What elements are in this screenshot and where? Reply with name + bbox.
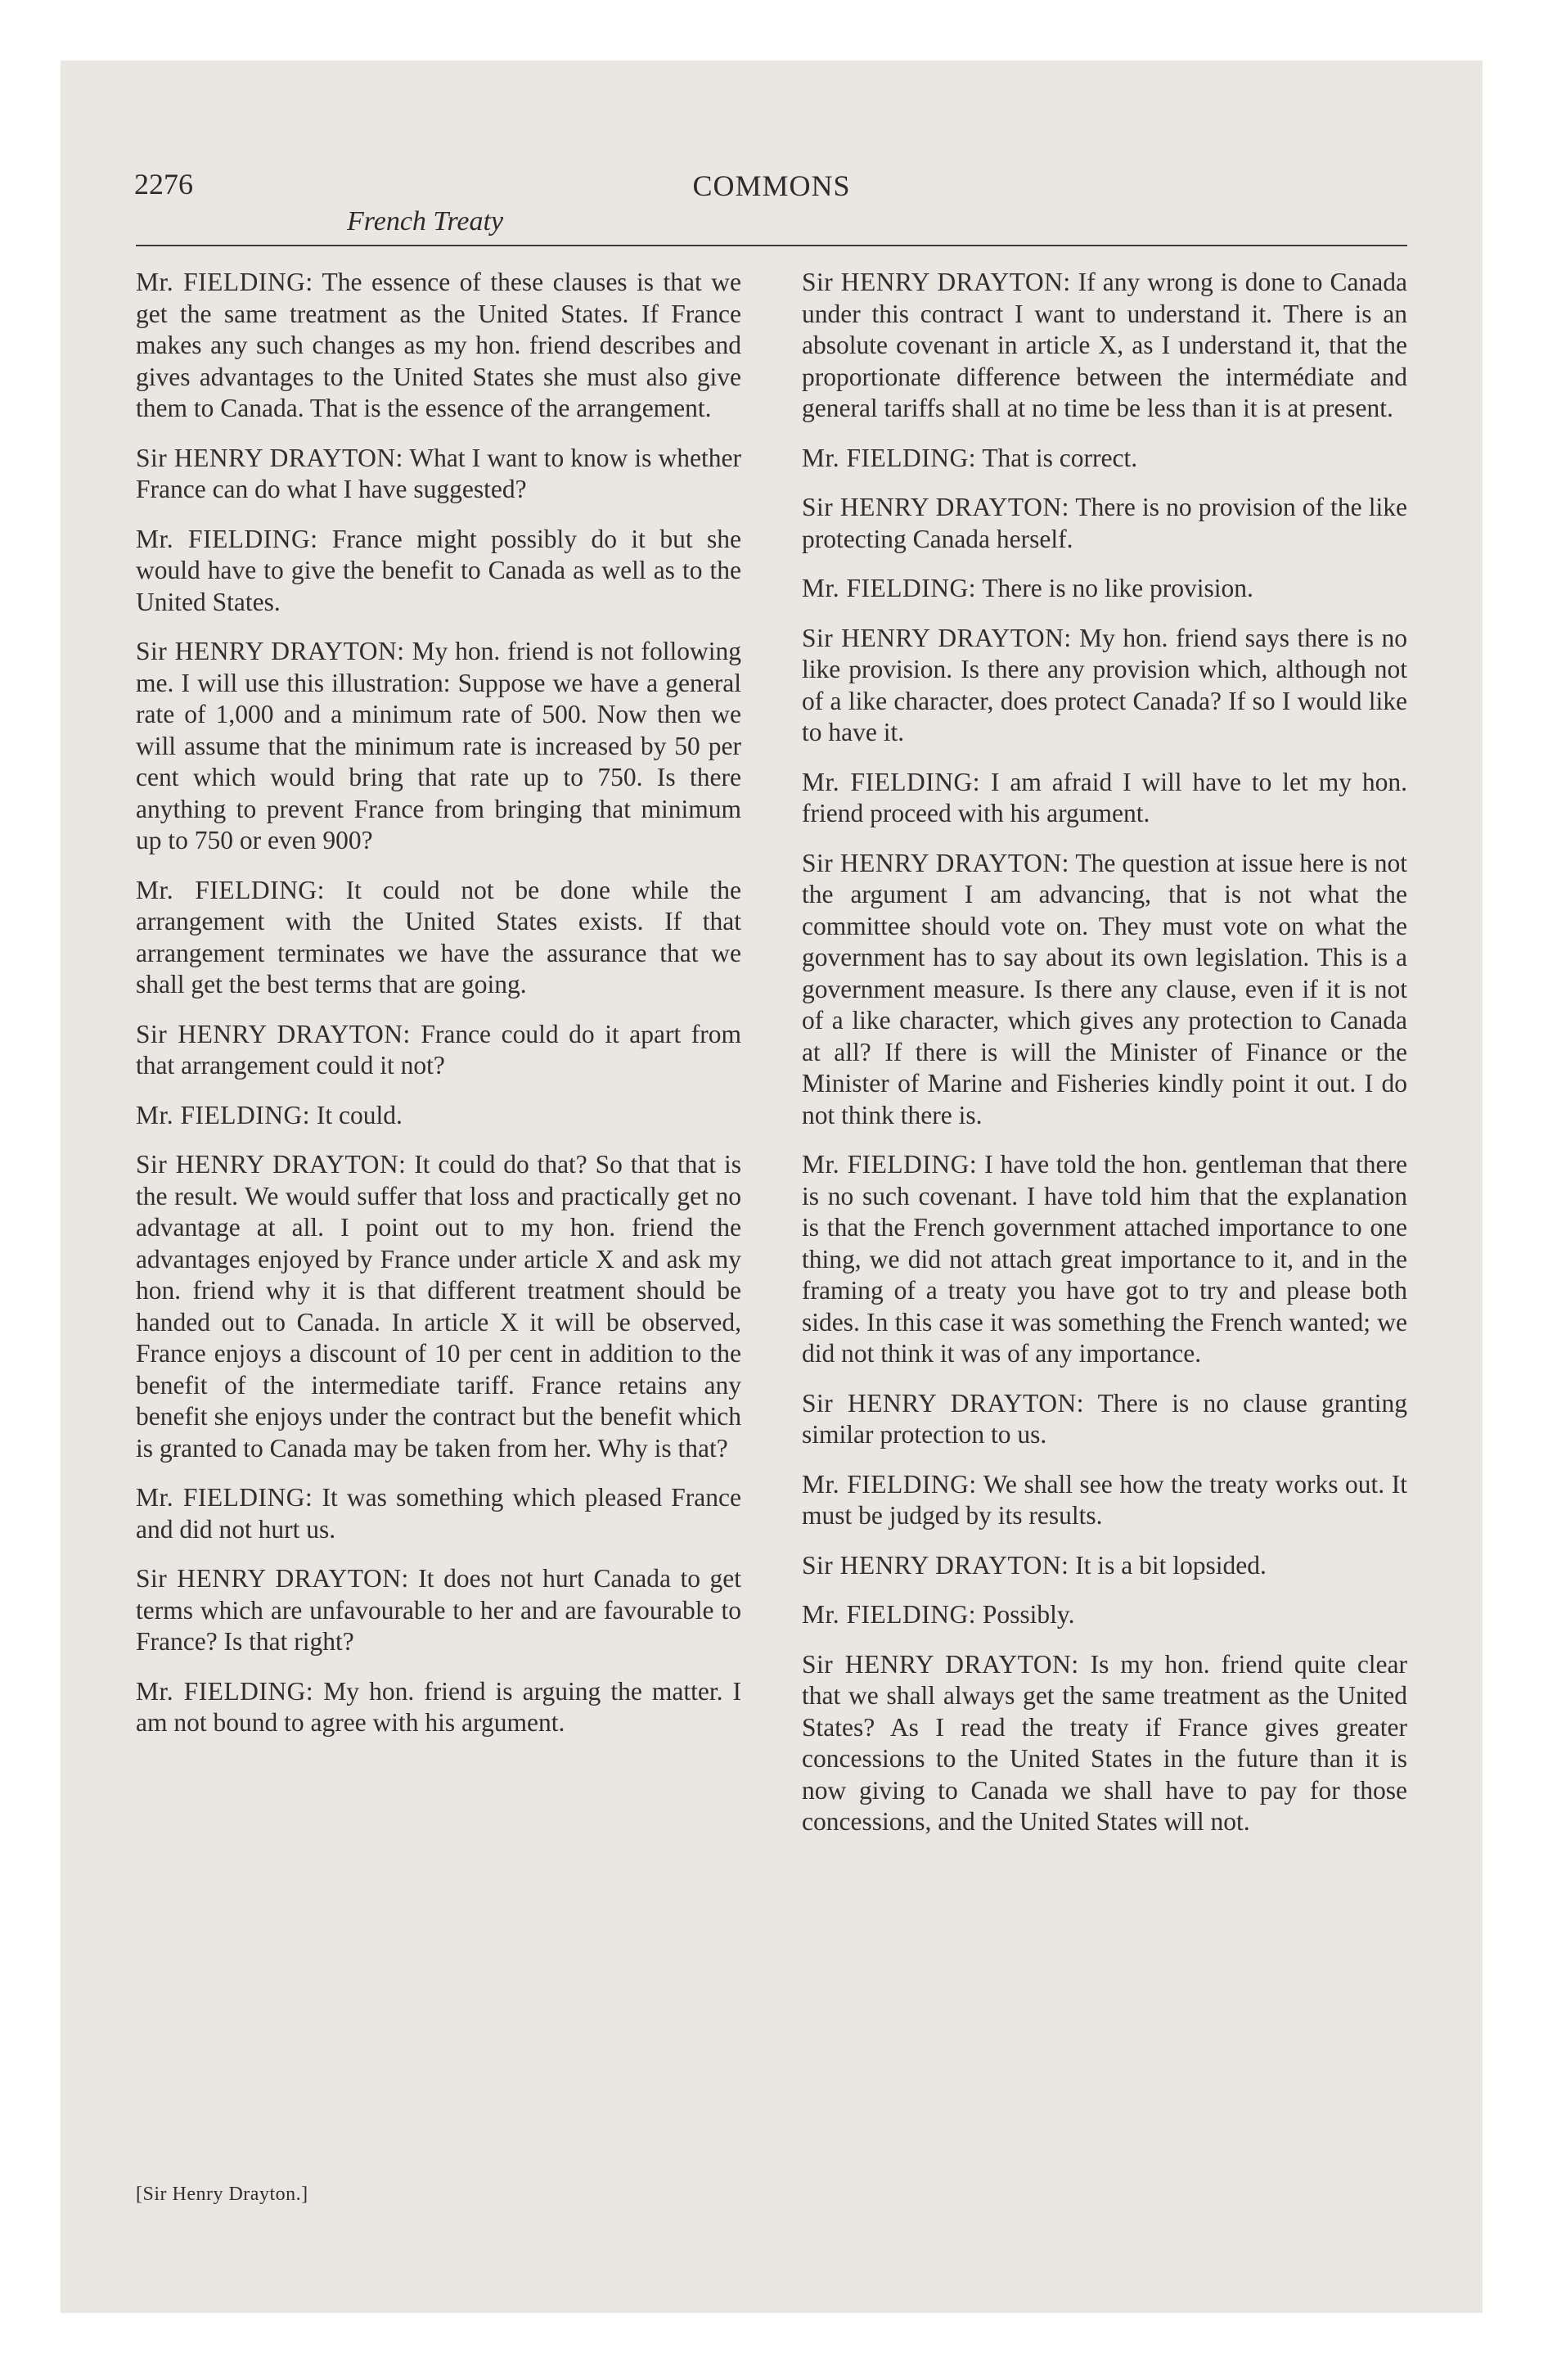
speaker-name: Sir HENRY DRAYTON: bbox=[136, 1150, 407, 1179]
speech-text: France might possibly do it but she would have to give the benefit to Canada as well as to the United States. bbox=[136, 524, 741, 616]
speaker-name: Sir HENRY DRAYTON: bbox=[802, 268, 1071, 296]
speech-paragraph bbox=[802, 1149, 1407, 1370]
speech-text: My hon. friend says there is no like provision. Is there any provision which, although not of a like character, does protect Canada? If so I would like to have it. bbox=[802, 623, 1408, 746]
speech-text: We shall see how the treaty works out. It must be judged by its results. bbox=[802, 1469, 1407, 1530]
speech-paragraph bbox=[802, 267, 1407, 425]
speech-paragraph bbox=[802, 443, 1407, 475]
speech-paragraph bbox=[802, 573, 1407, 605]
speaker-name: Mr. FIELDING: bbox=[802, 1600, 976, 1629]
speech-text: There is no clause granting similar protection to us. bbox=[802, 1388, 1408, 1449]
speaker-name: Mr. FIELDING: bbox=[136, 1100, 310, 1129]
speech-paragraph bbox=[802, 1550, 1407, 1582]
speech-paragraph bbox=[802, 1649, 1407, 1838]
speech-paragraph bbox=[136, 1019, 741, 1082]
footer-note: [Sir Henry Drayton.] bbox=[136, 2184, 308, 2205]
speaker-name: Sir HENRY DRAYTON: bbox=[802, 1550, 1069, 1580]
speech-text: What I want to know is whether France can do what I have suggested? bbox=[136, 443, 741, 503]
speech-paragraph bbox=[136, 443, 741, 506]
speech-text: The question at issue here is not the argument I am advancing, that is not what the committee should vote on. They must vote on what the government has to say about its own legislation. This is a government measure. Is there any clause, even if it is not of a like character, which gives any protection to Canada at all? If there is will the Minister of Finance or the Minister of Marine and Fisheries kindly point it out. I do not think there is. bbox=[802, 848, 1407, 1129]
speaker-name: Mr. FIELDING: bbox=[136, 1676, 314, 1706]
speaker-name: Mr. FIELDING: bbox=[802, 1150, 978, 1179]
speech-text: It is a bit lopsided. bbox=[1075, 1550, 1267, 1580]
speech-paragraph bbox=[802, 492, 1407, 555]
speaker-name: Sir HENRY DRAYTON: bbox=[136, 443, 403, 472]
header-rule bbox=[136, 245, 1407, 246]
running-title: French Treaty bbox=[347, 206, 504, 237]
speaker-name: Sir HENRY DRAYTON: bbox=[802, 623, 1072, 652]
speaker-name: Mr. FIELDING: bbox=[136, 524, 318, 553]
speech-text: It was something which pleased France and did not hurt us. bbox=[136, 1483, 741, 1544]
speech-text: Possibly. bbox=[982, 1600, 1075, 1629]
speech-text: Is my hon. friend quite clear that we shall always get the same treatment as the United States? As I read the treaty if France gives greater concessions to the United States in the future than it is now giving to Canada we shall have to pay for those concessions, and the United States will not. bbox=[802, 1649, 1408, 1836]
speech-paragraph bbox=[136, 1676, 741, 1739]
speaker-name: Mr. FIELDING: bbox=[802, 443, 976, 472]
speaker-name: Sir HENRY DRAYTON: bbox=[802, 1388, 1085, 1418]
speaker-name: Mr. FIELDING: bbox=[136, 268, 313, 296]
scanned-page bbox=[61, 61, 1483, 2313]
speaker-name: Mr. FIELDING: bbox=[802, 767, 981, 796]
speech-paragraph bbox=[136, 875, 741, 1001]
speech-paragraph bbox=[136, 636, 741, 857]
page-number: 2276 bbox=[134, 168, 193, 201]
speech-text: France could do it apart from that arrangement could it not? bbox=[136, 1019, 742, 1080]
speech-paragraph bbox=[136, 1482, 741, 1545]
speaker-name: Sir HENRY DRAYTON: bbox=[136, 1564, 409, 1593]
section-heading: COMMONS bbox=[692, 169, 851, 202]
speech-text: I am afraid I will have to let my hon. friend proceed with his argument. bbox=[802, 767, 1407, 827]
speech-text: My hon. friend is not following me. I will use this illustration: Suppose we have a general rate of 1,000 and a minimum rate of 500. Now then we will assume that the minimum rate is increased by 50 per cent which would bring that rate up to 750. Is there anything to prevent France from bringing that minimum up to 750 or even 900? bbox=[136, 637, 741, 854]
speech-paragraph bbox=[802, 848, 1407, 1132]
speech-text: It could not be done while the arrangement with the United States exists. If that arrangement terminates we have the assurance that we shall get the best terms that are going. bbox=[136, 875, 741, 998]
speech-paragraph bbox=[136, 1100, 741, 1132]
speaker-name: Sir HENRY DRAYTON: bbox=[802, 493, 1069, 521]
speech-paragraph bbox=[802, 623, 1407, 749]
left-column bbox=[136, 267, 741, 1757]
speech-text: I have told the hon. gentleman that there is no such covenant. I have told him that the explanation is that the French government attached importance to one thing, we did not attach great importance to it, and in the framing of a treaty you have got to try and please both sides. In this case it was something the French wanted; we did not think it was of any importance. bbox=[802, 1150, 1407, 1368]
speech-text: There is no like provision. bbox=[982, 574, 1253, 602]
speech-paragraph bbox=[136, 1563, 741, 1658]
speech-text: There is no provision of the like protecting Canada herself. bbox=[802, 493, 1407, 553]
speech-paragraph bbox=[802, 767, 1407, 830]
speech-text: The essence of these clauses is that we get the same treatment as the United States. If France makes any such changes as my hon. friend describes and gives advantages to the United States she must also give them to Canada. That is the essence of the arrangement. bbox=[136, 268, 741, 422]
speech-paragraph bbox=[136, 267, 741, 425]
speech-paragraph bbox=[802, 1469, 1407, 1532]
speech-paragraph bbox=[802, 1599, 1407, 1631]
speech-text: That is correct. bbox=[982, 443, 1138, 472]
speaker-name: Sir HENRY DRAYTON: bbox=[136, 1019, 411, 1048]
speech-text: It could. bbox=[316, 1100, 403, 1129]
speech-text: If any wrong is done to Canada under this contract I want to understand it. There is an absolute covenant in article X, as I understand it, that the proportionate difference between the intermédiate and general tariffs shall at no time be less than it is at present. bbox=[802, 268, 1407, 422]
speaker-name: Mr. FIELDING: bbox=[802, 574, 976, 602]
speaker-name: Mr. FIELDING: bbox=[802, 1469, 977, 1499]
speaker-name: Mr. FIELDING: bbox=[136, 875, 325, 904]
speech-text: My hon. friend is arguing the matter. I am not bound to agree with his argument. bbox=[136, 1676, 742, 1737]
speaker-name: Sir HENRY DRAYTON: bbox=[136, 637, 405, 665]
speaker-name: Mr. FIELDING: bbox=[136, 1483, 313, 1512]
speaker-name: Sir HENRY DRAYTON: bbox=[802, 1649, 1079, 1679]
speech-text: It could do that? So that that is the result. We would suffer that loss and practically get no advantage at all. I point out to my hon. friend the advantages enjoyed by France under article X and ask my hon. friend why it is that different treatment should be handed out to Canada. In article X it will be observed, France enjoys a discount of 10 per cent in addition to the benefit of the intermediate tariff. France retains any benefit she enjoys under the contract but the benefit which is granted to Canada may be taken from her. Why is that? bbox=[136, 1150, 741, 1463]
speech-text: It does not hurt Canada to get terms which are unfavourable to her and are favourable to France? Is that right? bbox=[136, 1564, 742, 1656]
speech-paragraph bbox=[136, 524, 741, 619]
speaker-name: Sir HENRY DRAYTON: bbox=[802, 848, 1069, 877]
speech-paragraph bbox=[136, 1149, 741, 1464]
right-column bbox=[802, 267, 1407, 1856]
speech-paragraph bbox=[802, 1388, 1407, 1451]
